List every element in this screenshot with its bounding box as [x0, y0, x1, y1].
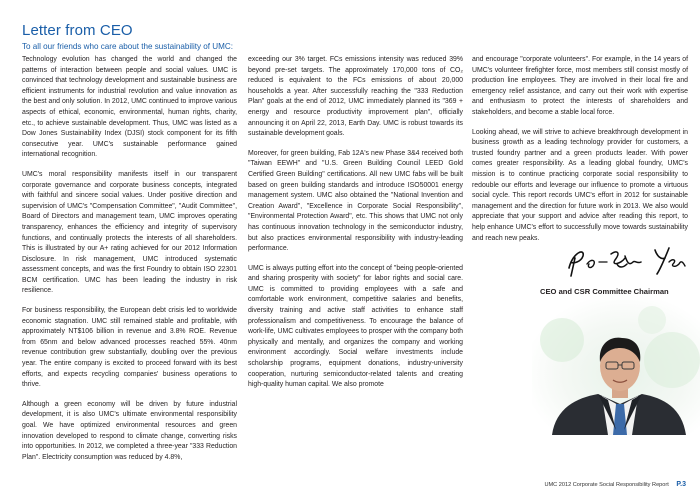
ceo-portrait — [532, 300, 700, 435]
paragraph: UMC's moral responsibility manifests itself in our transparent corporate governance and corporate business concepts, integrated with faithful and sincere social values. Under positive direction and supervision of UMC's "Compensation Committee", "Audit Committee", Board of Directors and management team, UMC improves operating transparency, enhances the efficiency and integrity of supervisory functions, and continually protects the interests of all shareholders. This is illustrated by our A+ rating achieved for our 2012 Information Disclosure. In risk management, UMC introduced systematic assessment concepts, and was the first Foundry to obtain ISO 22301 BCM certification. UMC has been leading the industry in risk resilience. — [22, 170, 237, 295]
page-number: P.3 — [676, 481, 686, 488]
page-title: Letter from CEO — [22, 22, 133, 39]
paragraph: exceeding our 3% target. FCs emissions intensity was reduced 39% beyond pre-set targets. The approximately 170,000 tons of CO₂ reduced is equivalent to the FCs emissions of about 20,000 households a year. After successfully reaching the "333 Reduction Plan" goals at the end of 2012, UMC immediately planned its "369 + energy and resource productivity improvement plan", officially announcing it on April 22, 2013, Earth Day. UMC is robust towards its sustainable development goals. — [248, 56, 463, 138]
paragraph: Looking ahead, we will strive to achieve breakthrough development in business growth as a leading technology provider for customers, a trusted foundry partner and a green products leader. With power comes greater responsibility. As a leading global foundry, UMC's mission is to continue practicing corporate social responsibility to redouble our efforts and leverage our influence to promote a virtuous social cycle. This report records UMC's effort in 2012 for sustainable management and the direction for future work in 2013. We also would appreciate that your support and advice after reading this report, to help enhance UMC's effort to successfully move towards sustainability and reach new peaks. — [472, 128, 688, 242]
text-column-1 — [22, 55, 237, 472]
page-subtitle: To all our friends who care about the sustainability of UMC: — [22, 42, 233, 51]
paragraph: and encourage "corporate volunteers". For example, in the 14 years of UMC's volunteer firefighter force, most members still consist mostly of production line employees. They are involved in their local fire and emergency relief assistance, and carry out their work with expertise and enthusiasm to protect the interests of shareholders and stakeholders, and become a stable local force. — [472, 56, 688, 116]
paragraph: UMC is always putting effort into the concept of "being people-oriented and sharing prosperity with society" for labor rights and social care. UMC is committed to providing employees with a safe and comfortable work environment, competitive salaries and benefits, diversity training and active staff activities to enhance staff professionalism and competitiveness. To encourage the balance of work-life, UMC cultivates employees to prosper with the company both physically and mentally, and organizes the company and working environment accordingly. Social welfare investments include scholarship programs, equipment donations, industry-university cooperation, nurturing semiconductor-related talents and creating high-quality human capital. We also promote — [248, 264, 463, 389]
text-column-2 — [248, 55, 463, 400]
paragraph: Although a green economy will be driven by future industrial development, it is also UMC's ultimate environmental responsibility goal. We have optimized environmental resources and green innovation developed to respond to climate change, converting risks into opportunities. In 2012, we completed a three-year "333 Reduction Plan". Electricity consumption was reduced by 4.8%, — [22, 400, 237, 461]
signature-caption: CEO and CSR Committee Chairman — [540, 287, 669, 296]
footer-report-title: UMC 2012 Corporate Social Responsibility Report — [544, 482, 669, 488]
paragraph: Technology evolution has changed the world and changed the patterns of interaction between people and social values. UMC is convinced that technology development and sustainable business are efficient instruments for industrial revolution and value innovation as the best and only solution. In 2012, UMC continued to improve various aspects of ethical, economic, environmental, human rights, charity, etc., to achieve sustainable development. Thus, UMC was listed as a Dow Jones Sustainability Index (DJSI) stock component for its fifth consecutive year. UMC's sustainable performance gained international recognition. — [22, 56, 237, 159]
paragraph: For business responsibility, the European debt crisis led to worldwide economic stagnation. UMC still remained stable and profitable, with approximately NT$106 billion in revenue and 3.8% ROE. Revenue from 65nm and below advanced processes reached 55%. 40nm revenue contribution grew substantially, doubling over the previous year. The entire company is excited to proceed forward with its best efforts, and expects recycling companies' business operations to thrive. — [22, 307, 237, 389]
ceo-signature — [565, 242, 690, 278]
page-footer — [544, 481, 686, 488]
text-column-3 — [472, 55, 688, 253]
paragraph: Moreover, for green building, Fab 12A's new Phase 3&4 received both "Taiwan EEWH" and "U.S. Green Building Council LEED Gold Certified Green Building" certifications. All new UMC fabs will be built based on green building standards and introduce ISO50001 energy management system. UMC also obtained the "National Invention and Creation Award", "Excellence in Corporate Social Responsibility", "Environmental Protection Award", etc. This shows that UMC not only has continuous innovation technology in the semiconductor industry, but also practices environmental responsibility with industry-leading performance. — [248, 149, 463, 253]
